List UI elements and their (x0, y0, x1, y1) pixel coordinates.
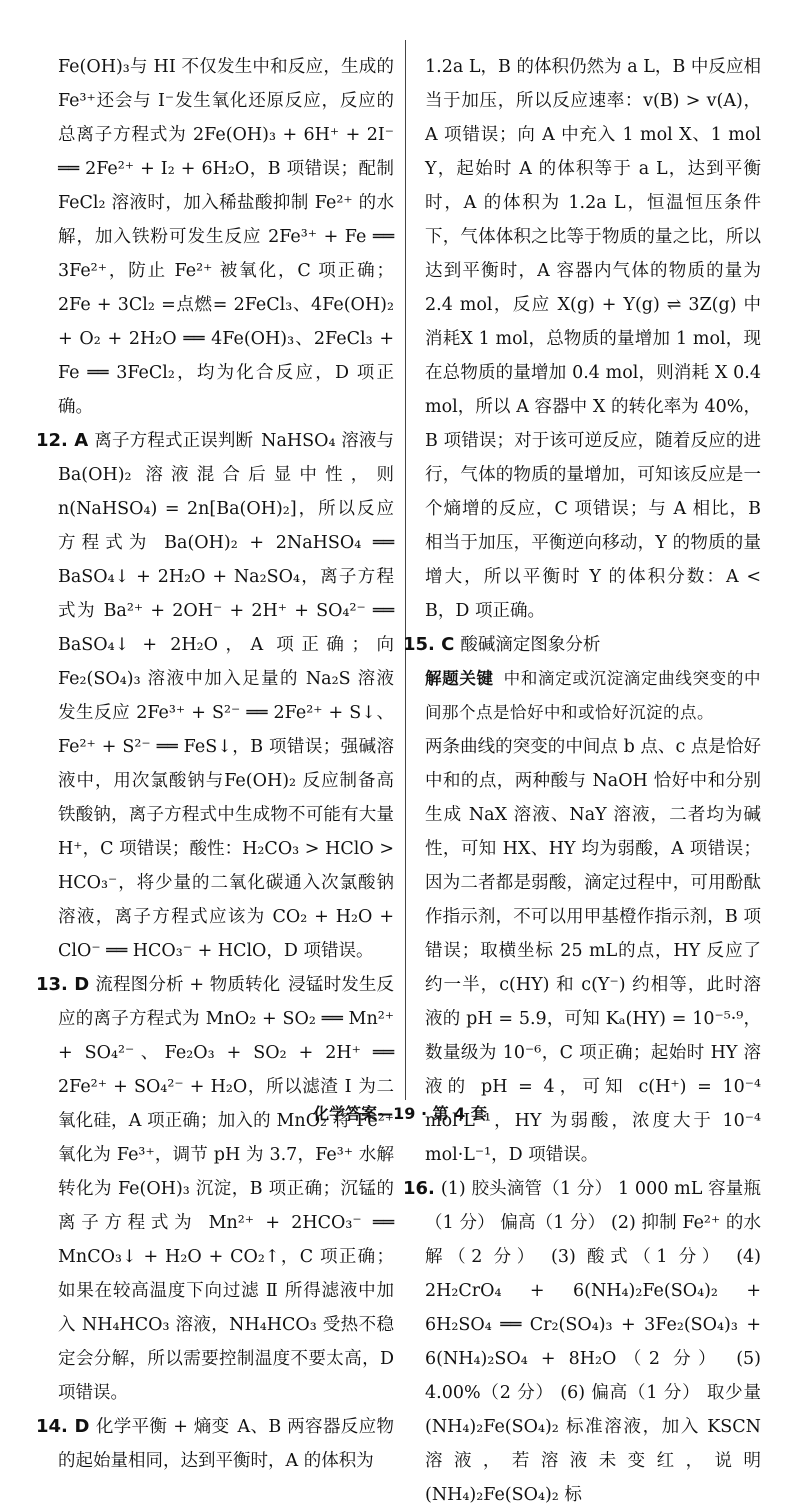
q13-type: 流程图分析 + 物质转化 (95, 975, 281, 995)
q15-key-text: 中和滴定或沉淀滴定曲线突变的中间那个点是恰好中和或恰好沉淀的点。 (425, 669, 762, 722)
q14-continuation (425, 50, 761, 628)
q12-type: 离子方程式正误判断 (94, 431, 254, 451)
q15-key-point (425, 662, 761, 730)
q16-number: 16. (403, 1178, 435, 1199)
q14-type: 化学平衡 + 熵变 (95, 1417, 230, 1437)
q13-text: 浸锰时发生反应的离子方程式为 MnO₂ + SO₂ ══ Mn²⁺ + SO₄²⁻、Fe₂O₃ + SO₂ + 2H⁺ ══ 2Fe²⁺ + SO₄²⁻ + H₂O，所以滤渣 Ⅰ 为二氧化硅，A 项正确；加入的 MnO₂ 将 Fe²⁺ 氧化为 Fe³⁺，调节 pH 为 3.7，Fe³⁺ 水解转化为 Fe(OH)₃ 沉淀，B 项正确；沉锰的离子方程式为 Mn²⁺ + 2HCO₃⁻ ══ MnCO₃↓ + H₂O + CO₂↑，C 项正确；如果在较高温度下向过滤 Ⅱ 所得滤液中加入 NH₄HCO₃ 溶液，NH₄HCO₃ 受热不稳定会分解，所以需要控制温度不要太高，D 项错误。 (58, 975, 395, 1403)
q13-number: 13. D (36, 974, 90, 995)
right-column (403, 50, 762, 1512)
question-12 (36, 424, 395, 968)
q15-type: 酸碱滴定图象分析 (460, 635, 601, 655)
q12-text: NaHSO₄ 溶液与 Ba(OH)₂ 溶液混合后显中性，则 n(NaHSO₄) = 2n[Ba(OH)₂]，所以反应方程式为 Ba(OH)₂ + 2NaHSO₄ ══ BaSO₄↓ + 2H₂O + Na₂SO₄，离子方程式为 Ba²⁺ + 2OH⁻ + 2H⁺ + SO₄²⁻ ══ BaSO₄↓ + 2H₂O，A 项正确；向 Fe₂(SO₄)₃ 溶液中加入足量的 Na₂S 溶液发生反应 2Fe³⁺ + S²⁻ ══ 2Fe²⁺ + S↓、Fe²⁺ + S²⁻ ══ FeS↓，B 项错误；强碱溶液中，用次氯酸钠与Fe(OH)₂ 反应制备高铁酸钠，离子方程式中生成物不可能有大量 H⁺，C 项错误；酸性：H₂CO₃ > HClO > HCO₃⁻，将少量的二氧化碳通入次氯酸钠溶液，离子方程式应该为 CO₂ + H₂O + ClO⁻ ══ HCO₃⁻ + HClO，D 项错误。 (58, 431, 395, 961)
q15-key-title: 解题关键 (425, 669, 494, 688)
left-column (36, 50, 395, 1478)
q16-text: (1) 胶头滴管（1 分） 1 000 mL 容量瓶（1 分） 偏高（1 分） (2) 抑制 Fe²⁺ 的水解（2 分） (3) 酸式（1 分） (4) 2H₂CrO₄ + 6(NH₄)₂Fe(SO₄)₂ + 6H₂SO₄ ══ Cr₂(SO₄)₃ + 3Fe₂(SO₄)₃ + 6(NH₄)₂SO₄ + 8H₂O（2 分） (5) 4.00%（2 分） (6) 偏高（1 分） 取少量(NH₄)₂Fe(SO₄)₂ 标准溶液，加入 KSCN 溶液，若溶液未变红，说明(NH₄)₂Fe(SO₄)₂ 标 (425, 1179, 761, 1505)
question-16 (403, 1172, 761, 1512)
question-14 (36, 1410, 394, 1478)
q14-number: 14. D (36, 1416, 90, 1437)
column-divider (405, 40, 406, 1100)
q12-number: 12. A (36, 430, 89, 451)
question-13 (36, 968, 395, 1410)
question-15 (403, 628, 761, 662)
q15-text: 两条曲线的突变的中间点 b 点、c 点是恰好中和的点，两种酸与 NaOH 恰好中和分别生成 NaX 溶液、NaY 溶液，二者均为碱性，可知 HX、HY 均为弱酸，A 项错误；因为二者都是弱酸，滴定过程中，可用酚酞作指示剂，不可以用甲基橙作指示剂，B 项错误；取横坐标 25 mL的点，HY 反应了约一半，c(HY) 和 c(Y⁻) 约相等，此时溶液的 pH = 5.9，可知 Kₐ(HY) = 10⁻⁵·⁹，数量级为 10⁻⁶，C 项正确；起始时 HY 溶液的 pH = 4，可知 c(H⁺) = 10⁻⁴ mol·L⁻¹，HY 为弱酸，浓度大于 10⁻⁴ mol·L⁻¹，D 项错误。 (425, 737, 761, 1165)
q11-continuation (58, 50, 394, 424)
q14-text: A、B 两容器反应物的起始量相同，达到平衡时，A 的体积为 (58, 1417, 394, 1471)
q15-number: 15. C (403, 634, 455, 655)
q11-tail-text: Fe(OH)₃与 HI 不仅发生中和反应，生成的 Fe³⁺还会与 I⁻发生氧化还原反应，反应的总离子方程式为 2Fe(OH)₃ + 6H⁺ + 2I⁻ ══ 2Fe²⁺ + I₂ + 6H₂O，B 项错误；配制 FeCl₂ 溶液时，加入稀盐酸抑制 Fe²⁺ 的水解，加入铁粉可发生反应 2Fe³⁺ + Fe ══ 3Fe²⁺，防止 Fe²⁺ 被氧化，C 项正确；2Fe + 3Cl₂ =点燃= 2FeCl₃、4Fe(OH)₂ + O₂ + 2H₂O ══ 4Fe(OH)₃、2FeCl₃ + Fe ══ 3FeCl₂，均为化合反应，D 项正确。 (58, 57, 394, 417)
q14-tail-text: 1.2a L，B 的体积仍然为 a L，B 中反应相当于加压，所以反应速率：v(B) > v(A)，A 项错误；向 A 中充入 1 mol X、1 mol Y，起始时 A 的体积等于 a L，达到平衡时，A 的体积为 1.2a L，恒温恒压条件下，气体体积之比等于物质的量之比，所以达到平衡时，A 容器内气体的物质的量为 2.4 mol，反应 X(g) + Y(g) ⇌ 3Z(g) 中消耗X 1 mol，总物质的量增加 1 mol，现在总物质的量增加 0.4 mol，则消耗 X 0.4 mol，所以 A 容器中 X 的转化率为 40%，B 项错误；对于该可逆反应，随着反应的进行，气体的物质的量增加，可知该反应是一个熵增的反应，C 项错误；与 A 相比，B 相当于加压，平衡逆向移动，Y 的物质的量增大，所以平衡时 Y 的体积分数：A < B，D 项正确。 (425, 57, 761, 621)
page-footer: 化学答案—19 · 第 4 套 (313, 1104, 487, 1123)
